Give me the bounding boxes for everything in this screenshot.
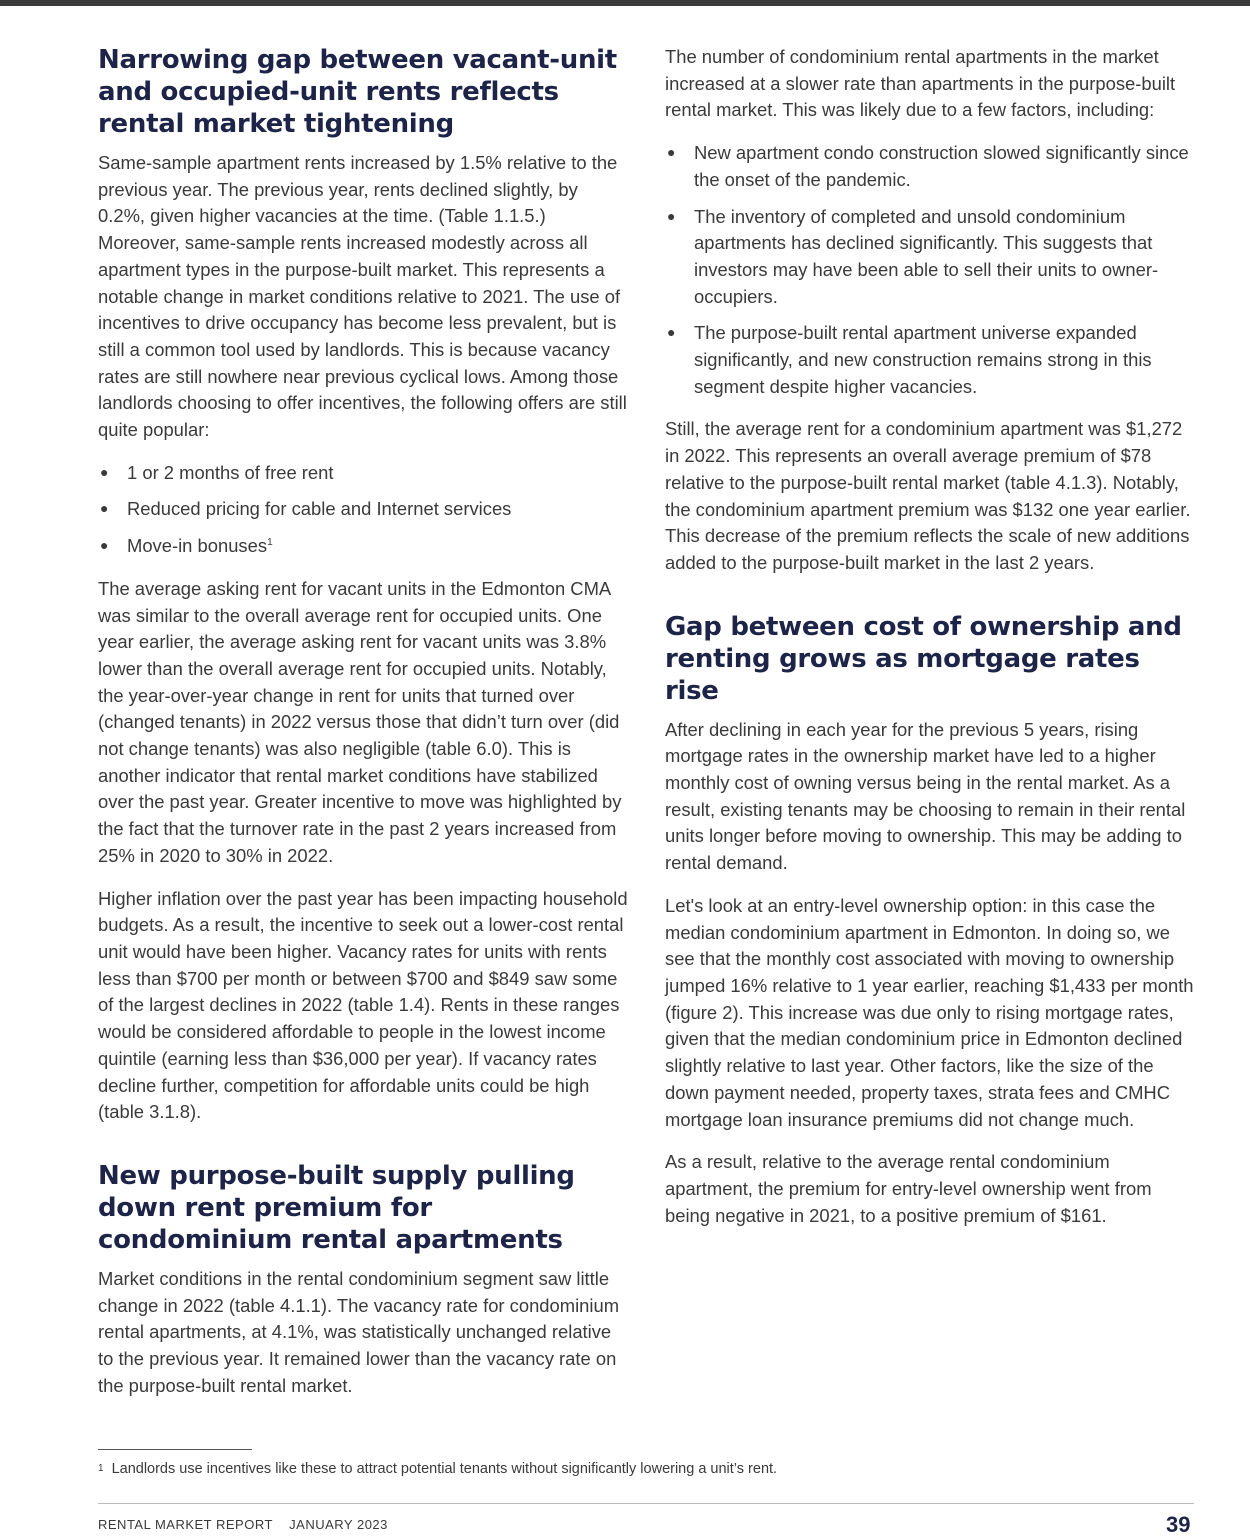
bullet-icon: ● (667, 324, 676, 341)
heading-vacant-occupied-rents: Narrowing gap between vacant-unit and occupied-unit rents reflects rental market tightening (98, 45, 617, 139)
footnote (98, 1459, 1098, 1479)
footnote-number: 1 (98, 1463, 104, 1474)
paragraph-ownership-premium: As a result, relative to the average rental condominium apartment, the premium for entry-level ownership went from being negative in 2021, to a positive premium of $161. (665, 1151, 1152, 1226)
footnote-ref: 1 (267, 537, 273, 549)
paragraph-entry-level-ownership: Let's look at an entry-level ownership option: in this case the median condominium apartment in Edmonton. In doing so, we see that the monthly cost associated with moving to ownership jumped 16% relative to 1 year earlier, reaching $1,433 per month (figure 2). This increase was due only to rising mortgage rates, given that the median condominium price in Edmonton declined slightly relative to last year. Other factors, like the size of the down payment needed, property taxes, strata fees and CMHC mortgage loan insurance premiums did not change much. (665, 894, 1194, 1130)
left-column (98, 44, 628, 1415)
paragraph-same-sample-rents: Same-sample apartment rents increased by 1.5% relative to the previous year. The previous year, rents declined slightly, by 0.2%, given higher vacancies at the time. (Table 1.1.5.) Moreover, same-sample rents increased modestly across all apartment types in the purpose-built market. This represents a notable change in market conditions relative to 2021. The use of incentives to drive occupancy has become less prevalent, but is still a common tool used by landlords. This is because vacancy rates are still nowhere near previous cyclical lows. Among those landlords choosing to offer incentives, the following offers are still quite popular: (98, 152, 627, 441)
page-number: 39 (1166, 1512, 1191, 1537)
top-border-bar (0, 0, 1250, 6)
bullet-icon: ● (667, 207, 676, 224)
incentives-list (98, 460, 628, 560)
footnote-text: Landlords use incentives like these to attract potential tenants without significantly lowering a unit’s rent. (111, 1461, 778, 1477)
bullet-icon: ● (100, 500, 109, 517)
factors-list (665, 140, 1195, 400)
heading-ownership-gap: Gap between cost of ownership and renting grows as mortgage rates rise (665, 611, 1182, 706)
paragraph-condo-segment: Market conditions in the rental condominium segment saw little change in 2022 (table 4.1.1). The vacancy rate for condominium rental apartments, at 4.1%, was statistically unchanged relative to the previous year. It remained lower than the vacancy rate on the purpose-built rental market. (98, 1267, 620, 1396)
bullet-icon: ● (100, 463, 109, 480)
paragraph-asking-rent: The average asking rent for vacant units in the Edmonton CMA was similar to the overall average rent for occupied units. One year earlier, the average asking rent for vacant units was 3.8% lower than the overall average rent for occupied units. Notably, the year-over-year change in rent for units that turned over (changed tenants) in 2022 versus those that didn’t turn over (did not change tenants) was also negligible (table 6.0). This is another indicator that rental market conditions have stabilized over the past year. Greater incentive to move was highlighted by the fact that the turnover rate in the past 2 years increased from 25% in 2020 to 30% in 2022. (98, 577, 622, 866)
paragraph-mortgage-rates: After declining in each year for the previous 5 years, rising mortgage rates in the ownership market have led to a higher monthly cost of owning versus being in the rental market. As a result, existing tenants may be choosing to remain in their rental units longer before moving to ownership. This may be adding to rental demand. (665, 718, 1186, 874)
paragraph-condo-growth: The number of condominium rental apartments in the market increased at a slower rate than apartments in the purpose-built rental market. This was likely due to a few factors, including: (665, 46, 1176, 121)
right-column (665, 44, 1195, 1245)
heading-purpose-built-supply: New purpose-built supply pulling down rent premium for condominium rental apartments (98, 1160, 575, 1255)
list-item: ● The inventory of completed and unsold condominium apartments has declined significantly. This suggests that investors may have been able to sell their units to owner-occupiers. (667, 205, 1159, 307)
footer-report-title: RENTAL MARKET REPORT JANUARY 2023 (98, 1517, 388, 1532)
list-item: ● Move-in bonuses$^1$ (100, 535, 273, 557)
footer-divider (98, 1503, 1194, 1504)
paragraph-condo-average-rent: Still, the average rent for a condominium apartment was $1,272 in 2022. This represents an overall average premium of $78 relative to the purpose-built rental market (table 4.1.3). Notably, the condominium apartment premium was $132 one year earlier. This decrease of the premium reflects the scale of new additions added to the purpose-built market in the last 2 years. (665, 418, 1191, 573)
bullet-icon: ● (100, 537, 109, 554)
list-item: ● 1 or 2 months of free rent (100, 461, 334, 483)
paragraph-inflation: Higher inflation over the past year has been impacting household budgets. As a result, the incentive to seek out a lower-cost rental unit would have been higher. Vacancy rates for units with rents less than $700 per month or between $700 and $849 saw some of the largest declines in 2022 (table 1.4). Rents in these ranges would be considered affordable to people in the lowest income quintile (earning less than $36,000 per year). If vacancy rates decline further, competition for affordable units could be high (table 3.1.8). (98, 887, 628, 1123)
list-item: ● The purpose-built rental apartment universe expanded significantly, and new construction remains strong in this segment despite higher vacancies. (667, 322, 1152, 397)
list-item: ● New apartment condo construction slowed significantly since the onset of the pandemic. (667, 142, 1189, 190)
bullet-icon: ● (667, 144, 676, 161)
list-item: ● Reduced pricing for cable and Internet services (100, 498, 512, 520)
footnote-divider (98, 1449, 252, 1450)
